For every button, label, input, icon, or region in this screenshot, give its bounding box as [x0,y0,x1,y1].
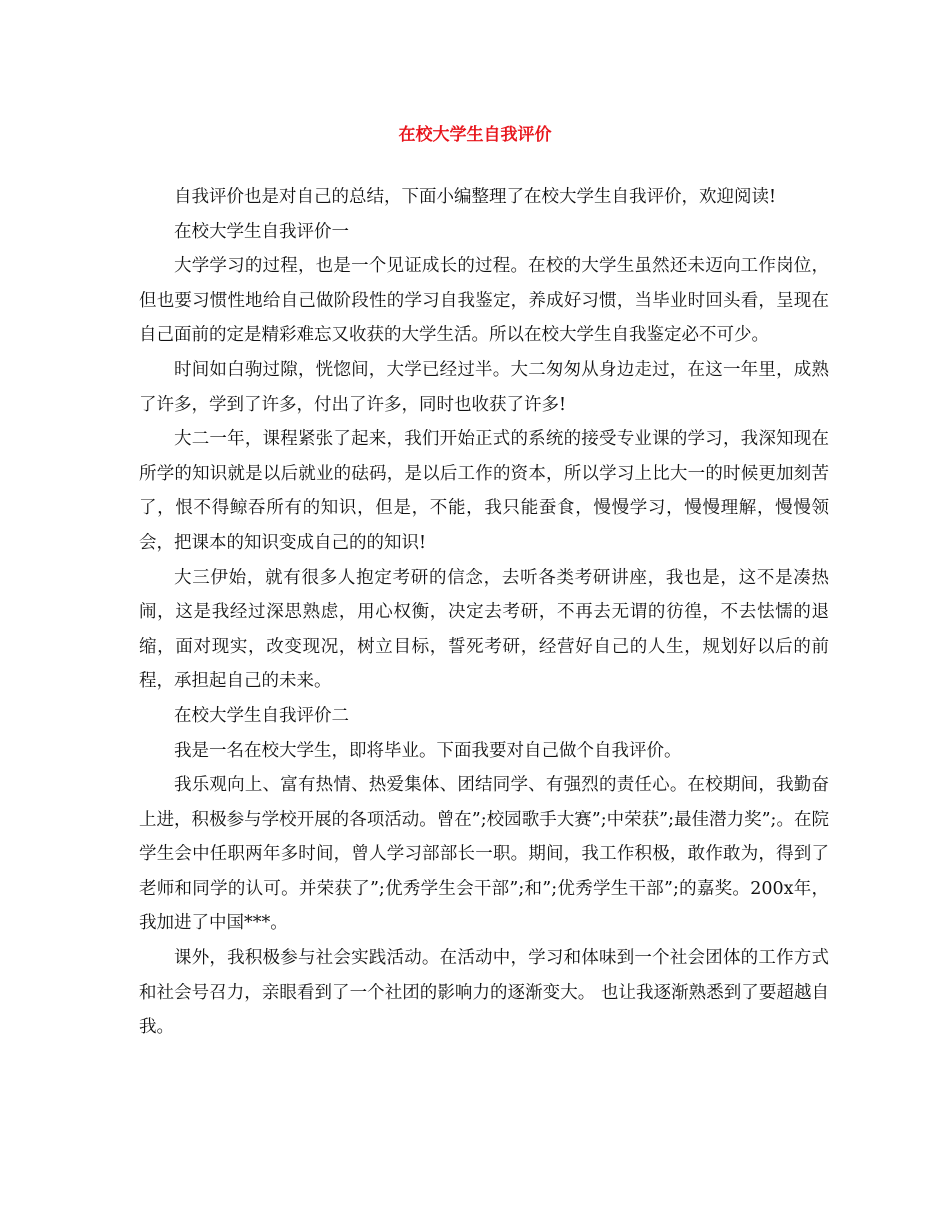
paragraph: 大三伊始，就有很多人抱定考研的信念，去听各类考研讲座，我也是，这不是凑热闹，这是我经过深思熟虑，用心权衡，决定去考研，不再去无谓的彷徨，不去怯懦的退缩，面对现实，改变现况，树立目标，誓死考研，经营好自己的人生，规划好以后的前程，承担起自己的未来。 [139,567,829,692]
section-heading-1: 在校大学生自我评价一 [174,221,349,242]
paragraph: 时间如白驹过隙，恍惚间，大学已经过半。大二匆匆从身边走过，在这一年里，成熟了许多，学到了许多，付出了许多，同时也收获了许多! [139,359,829,415]
paragraph: 课外，我积极参与社会实践活动。在活动中，学习和体味到一个社会团体的工作方式和社会号召力，亲眼看到了一个社团的影响力的逐渐变大。 也让我逐渐熟悉到了要超越自我。 [139,948,829,1038]
paragraph: 我乐观向上、富有热情、热爱集体、团结同学、有强烈的责任心。在校期间，我勤奋上进，积极参与学校开展的各项活动。曾在”;校园歌手大赛”;中荣获”;最佳潜力奖”;。在院学生会中任职两年多时间，曾人学习部部长一职。期间，我工作积极，敢作敢为，得到了老师和同学的认可。并荣获了”;优秀学生会干部”;和”;优秀学生干部”;的嘉奖。200x年，我加进了中国***。 [139,775,829,934]
paragraph: 大二一年，课程紧张了起来，我们开始正式的系统的接受专业课的学习，我深知现在所学的知识就是以后就业的砝码，是以后工作的资本，所以学习上比大一的时候更加刻苦了，恨不得鲸吞所有的知识，但是，不能，我只能蚕食，慢慢学习，慢慢理解，慢慢领会，把课本的知识变成自己的的知识! [139,429,829,553]
document-body [139,180,829,1045]
paragraph-intro: 自我评价也是对自己的总结，下面小编整理了在校大学生自我评价，欢迎阅读! [174,187,777,207]
document-title: 在校大学生自我评价 [398,125,552,145]
paragraph: 大学学习的过程，也是一个见证成长的过程。在校的大学生虽然还未迈向工作岗位，但也要习惯性地给自己做阶段性的学习自我鉴定，养成好习惯，当毕业时回头看，呈现在自己面前的定是精彩难忘又收获的大学生活。所以在校大学生自我鉴定必不可少。 [139,256,829,346]
paragraph: 我是一名在校大学生，即将毕业。下面我要对自己做个自我评价。 [174,740,682,761]
section-heading-2: 在校大学生自我评价二 [174,705,349,726]
